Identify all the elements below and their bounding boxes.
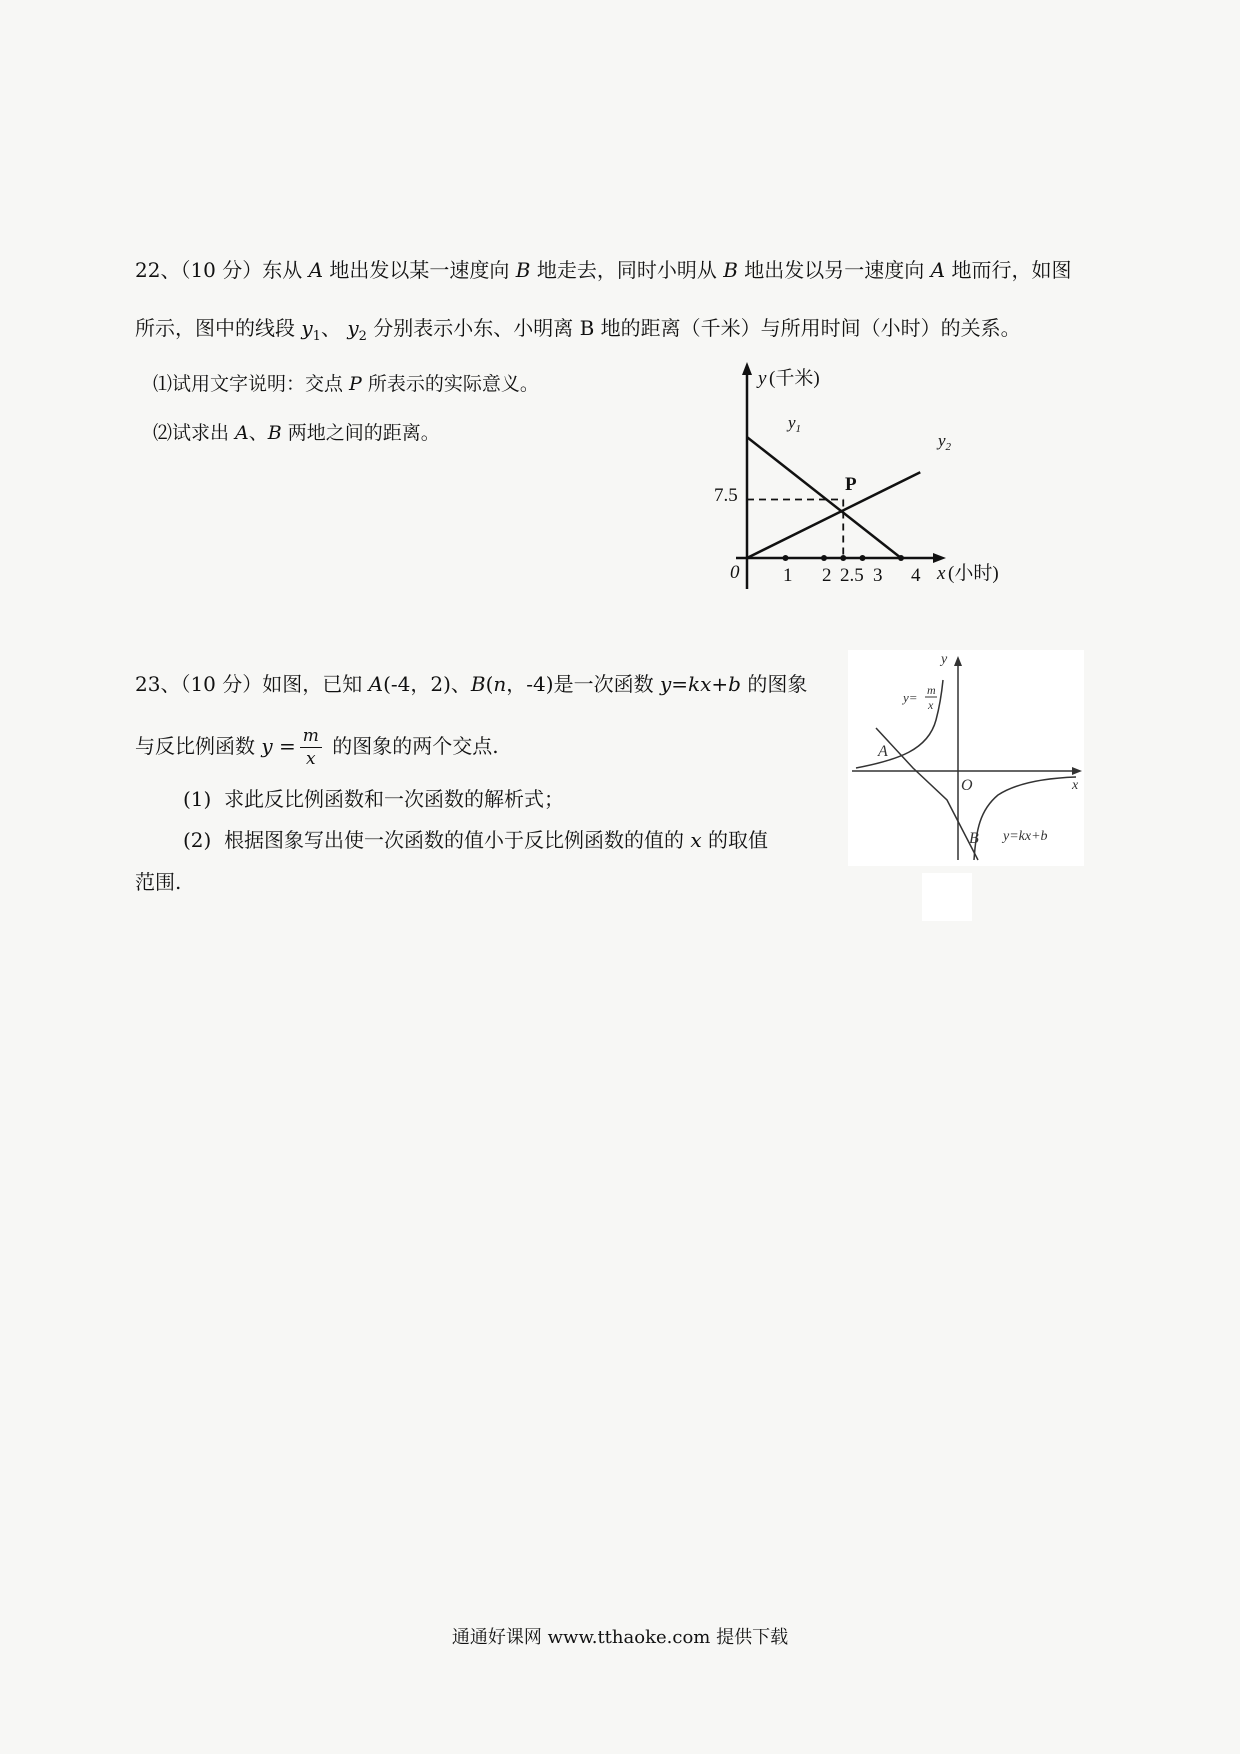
point-b-label: B [470, 672, 486, 696]
hyperbola-label-lhs: y= [903, 690, 918, 705]
q22-number: 22、 [135, 258, 181, 282]
q23-subquestion-2 [183, 826, 768, 854]
intersection-p-label: P [845, 474, 857, 495]
q22-text: ⑴试用文字说明：交点 [153, 373, 350, 395]
point-a-label: A [878, 743, 888, 760]
distance-time-graph [700, 362, 1020, 600]
point-p-label: P [349, 373, 362, 395]
hyperbola-label [901, 683, 937, 712]
q23-text: 的图象的两个交点. [325, 734, 499, 758]
q22-line-1 [135, 256, 1071, 284]
q22-text: 两地之间的距离。 [281, 422, 440, 444]
point-a-coords: (-4，2)、 [383, 672, 471, 696]
x-axis-var: x [937, 563, 946, 584]
point-b-label: B [969, 830, 979, 847]
q23-text: 如图，已知 [262, 672, 369, 696]
function-graph [848, 650, 1084, 866]
q22-line-2 [135, 314, 1021, 351]
q22-text: 地出发以某一速度向 [323, 258, 516, 282]
q23-subquestion-1 [183, 785, 564, 813]
x-tick-dot-2 [821, 555, 827, 561]
point-a-label: A [930, 258, 946, 282]
variable-n: n [493, 672, 507, 696]
q22-text: 所表示的实际意义。 [361, 373, 539, 395]
x-tick-2-5: 2.5 [840, 565, 864, 586]
q22-subquestion-1 [153, 370, 539, 398]
blank-box [922, 873, 972, 921]
hyperbola-label-den: x [928, 698, 934, 712]
y-axis-label: y [941, 652, 948, 667]
q22-score: （10 分） [180, 258, 263, 282]
q23-line-last [135, 868, 181, 896]
subquestion-number: (2) [183, 828, 212, 852]
point-a-label: A [308, 258, 324, 282]
q23-text: ( [485, 672, 494, 696]
y1-label: $y_1$ [788, 413, 802, 435]
x-tick-4: 4 [911, 565, 921, 586]
y-axis-arrow [954, 656, 962, 666]
x-tick-dot-2-5 [840, 555, 846, 561]
q22-text: 东从 [262, 258, 309, 282]
q23-line-1 [135, 670, 807, 698]
x-tick-3: 3 [873, 565, 883, 586]
q22-text: 、 [248, 422, 268, 444]
fraction-denominator: x [306, 749, 316, 769]
q23-text: 范围. [135, 870, 182, 894]
x-axis-arrow [933, 553, 946, 563]
q22-text: 、 [320, 316, 348, 340]
q22-text: 地而行，如图 [945, 258, 1072, 282]
q23-line-2 [135, 722, 499, 770]
q23-text: 根据图象写出使一次函数的值小于反比例函数的值的 [224, 828, 691, 852]
series-line-y1 [747, 437, 901, 558]
x-axis-unit: (小时) [948, 563, 999, 584]
y2-label: $y_2$ [938, 431, 952, 453]
linear-function-expr: y=kx+b [659, 672, 741, 696]
variable-y1: y [301, 316, 313, 340]
x-axis-arrow [1072, 767, 1082, 775]
inverse-function-lhs: y = [261, 734, 296, 758]
point-a-label: A [368, 672, 384, 696]
hyperbola-label-num: m [927, 683, 936, 697]
x-tick-dot-1 [783, 555, 789, 561]
q22-text: ⑵试求出 [153, 422, 236, 444]
x-tick-dot-4 [898, 555, 904, 561]
q22-text: 所示，图中的线段 [135, 316, 302, 340]
q22-text: 地走去，同时小明从 [530, 258, 724, 282]
line-label: y=kx+b [1003, 829, 1048, 844]
q23-text: 的图象 [740, 672, 808, 696]
point-b-label: B [515, 258, 531, 282]
origin-label: O [961, 777, 973, 794]
q23-text: ，-4)是一次函数 [506, 672, 660, 696]
q22-text: 地出发以另一速度向 [737, 258, 931, 282]
point-b-label: B [267, 422, 282, 444]
x-tick-2: 2 [822, 565, 832, 586]
origin-label: 0 [730, 562, 740, 583]
q23-number: 23、 [135, 672, 181, 696]
x-axis-label: x [1072, 778, 1079, 793]
series-line-y2 [747, 472, 920, 558]
subscript: 1 [312, 329, 321, 344]
q23-text: 的取值 [701, 828, 769, 852]
variable-y2: y [347, 316, 359, 340]
y-axis-arrow [742, 362, 752, 375]
q22-text: 分别表示小东、小明离 B 地的距离（千米）与所用时间（小时）的关系。 [366, 316, 1021, 340]
q22-subquestion-2 [153, 419, 440, 447]
point-b-label: B [723, 258, 738, 282]
variable-x: x [690, 828, 702, 852]
footer-credit: 通通好课网 www.tthaoke.com 提供下载 [451, 1627, 789, 1648]
fraction-m-over-x [300, 725, 322, 770]
y-axis-unit: (千米) [769, 368, 820, 389]
subscript: 2 [358, 329, 367, 344]
q23-text: 与反比例函数 [135, 734, 262, 758]
subquestion-number: (1) [183, 787, 212, 811]
y-tick-7-5: 7.5 [714, 485, 738, 506]
q23-score: （10 分） [180, 672, 263, 696]
linear-function-line [876, 728, 978, 860]
point-a-label: A [235, 422, 249, 444]
hyperbola-branch-right [974, 777, 1076, 860]
q23-text: 求此反比例函数和一次函数的解析式； [224, 787, 565, 811]
x-tick-dot-3 [860, 555, 866, 561]
x-tick-1: 1 [783, 565, 793, 586]
fraction-numerator: m [300, 725, 322, 748]
y-axis-var: y [758, 368, 767, 389]
